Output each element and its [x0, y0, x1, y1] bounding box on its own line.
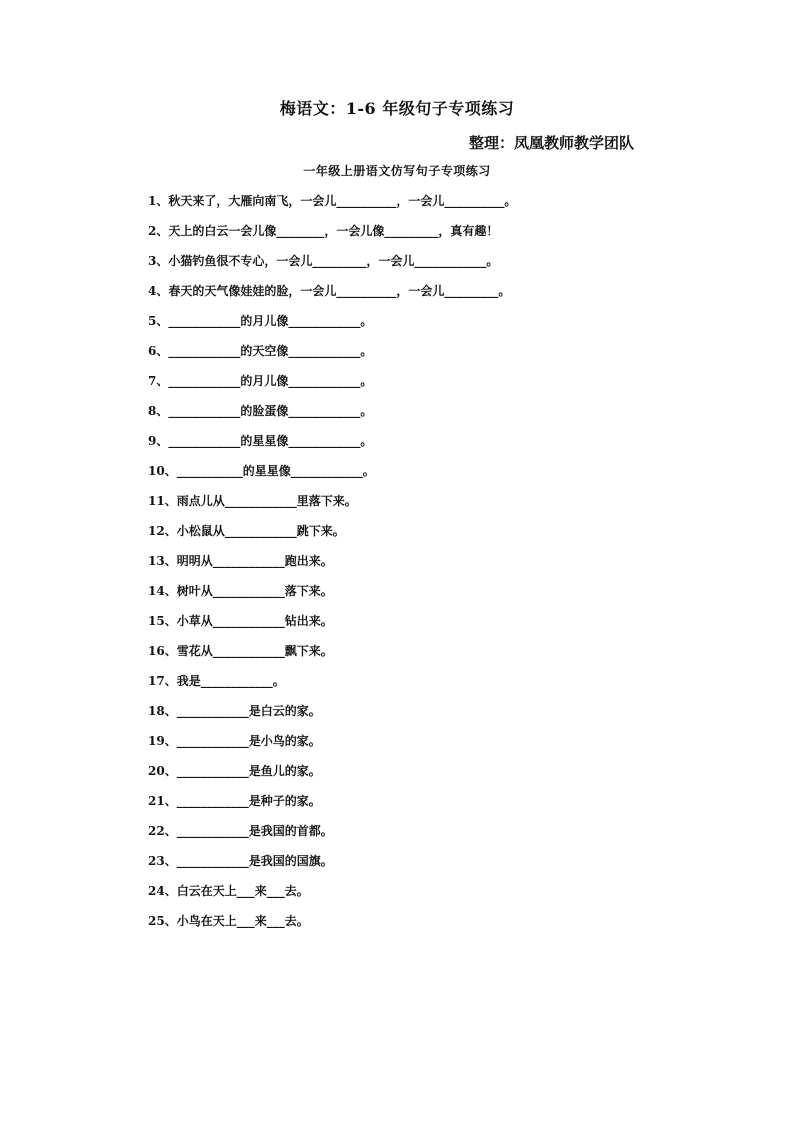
exercise-item: 10、___________的星星像____________。 [148, 464, 375, 478]
exercise-item: 6、____________的天空像____________。 [148, 344, 373, 358]
exercise-item: 20、____________是鱼儿的家。 [148, 764, 321, 778]
exercise-item: 11、雨点儿从____________里落下来。 [148, 494, 357, 508]
exercise-item: 19、____________是小鸟的家。 [148, 734, 321, 748]
document-title: 梅语文：1-6 年级句子专项练习 [279, 99, 515, 118]
exercise-item: 21、____________是种子的家。 [148, 794, 321, 808]
exercise-list [148, 190, 688, 940]
exercise-item: 5、____________的月儿像____________。 [148, 314, 373, 328]
exercise-item: 3、小猫钓鱼很不专心，一会儿_________，一会儿____________。 [148, 254, 499, 268]
exercise-item: 15、小草从____________钻出来。 [148, 614, 333, 628]
exercise-item: 4、春天的天气像娃娃的脸，一会儿__________，一会儿_________。 [148, 284, 511, 298]
exercise-item: 12、小松鼠从____________跳下来。 [148, 524, 345, 538]
document-subtitle: 整理：凤凰教师教学团队 [468, 134, 634, 152]
exercise-item: 16、雪花从____________飘下来。 [148, 644, 333, 658]
section-heading: 一年级上册语文仿写句子专项练习 [303, 164, 491, 178]
exercise-item: 14、树叶从____________落下来。 [148, 584, 333, 598]
exercise-item: 22、____________是我国的首都。 [148, 824, 333, 838]
exercise-item: 18、____________是白云的家。 [148, 704, 321, 718]
exercise-item: 7、____________的月儿像____________。 [148, 374, 373, 388]
exercise-item: 25、小鸟在天上___来___去。 [148, 914, 309, 928]
exercise-item: 1、秋天来了，大雁向南飞，一会儿__________，一会儿__________。 [148, 194, 517, 208]
exercise-item: 9、____________的星星像____________。 [148, 434, 373, 448]
exercise-item: 2、天上的白云一会儿像________，一会儿像_________，真有趣！ [148, 224, 499, 238]
exercise-item: 8、____________的脸蛋像____________。 [148, 404, 373, 418]
exercise-item: 17、我是____________。 [148, 674, 285, 688]
exercise-item: 24、白云在天上___来___去。 [148, 884, 309, 898]
exercise-item: 23、____________是我国的国旗。 [148, 854, 333, 868]
exercise-item: 13、明明从____________跑出来。 [148, 554, 333, 568]
